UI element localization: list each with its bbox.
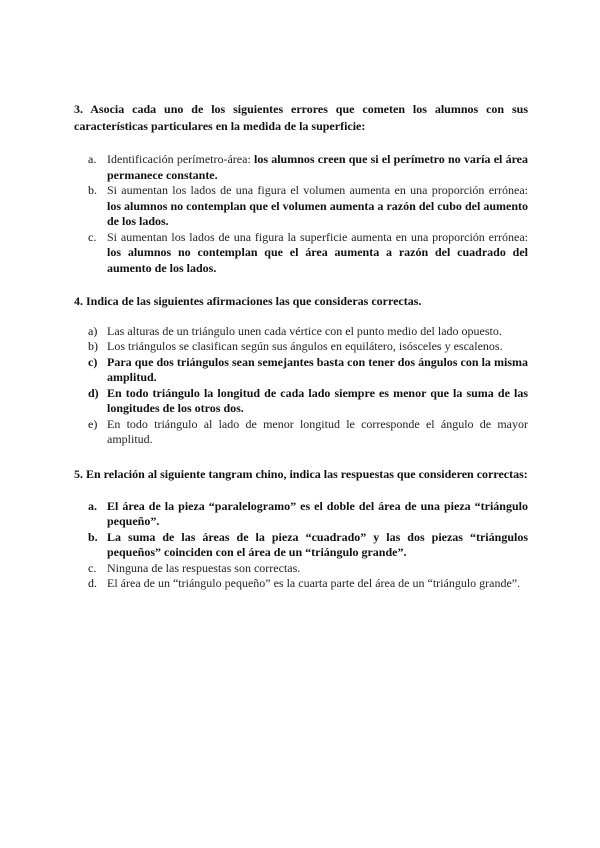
option-answer: los alumnos creen que si el perímetro no varía el área permanece constante. (107, 152, 528, 182)
question-3 (74, 101, 528, 276)
option-marker: a) (88, 323, 98, 338)
option-text: Si aumentan los lados de una figura el volumen aumenta en una proporción errónea: (107, 183, 528, 197)
option-text: Si aumentan los lados de una figura la superficie aumenta en una proporción errónea: (107, 229, 528, 244)
question-5-heading: 5. En relación al siguiente tangram chino, indica las respuestas que consideren correctas: (74, 467, 528, 481)
question-4-option-b (74, 339, 528, 355)
option-answer: En todo triángulo la longitud de cada lado siempre es menor que la suma de las longitudes de los otros dos. (107, 385, 528, 415)
question-4-option-c (74, 355, 528, 386)
question-5 (74, 466, 528, 592)
option-answer: Para que dos triángulos sean semejantes basta con tener dos ángulos con la misma amplitud. (107, 354, 528, 384)
question-5-options (74, 499, 528, 592)
option-text: En todo triángulo al lado de menor longitud le corresponde el ángulo de mayor amplitud. (107, 416, 528, 446)
question-3-option-c (74, 230, 528, 277)
option-answer: El área de la pieza “paralelogramo” es el doble del área de una pieza “triángulo pequeño”. (107, 498, 528, 528)
question-5-option-c (74, 561, 528, 577)
question-4-option-d (74, 386, 528, 417)
option-marker: c) (88, 354, 98, 369)
question-4 (74, 293, 528, 448)
question-4-option-a (74, 324, 528, 340)
option-text: Identificación perímetro-área: (107, 152, 254, 166)
option-text: Los triángulos se clasifican según sus ángulos en equilátero, isósceles y escalenos. (107, 339, 503, 353)
question-4-heading: 4. Indica de las siguientes afirmaciones las que consideras correctas. (74, 294, 422, 308)
question-5-option-b (74, 530, 528, 561)
option-text: Las alturas de un triángulo unen cada vértice con el punto medio del lado opuesto. (107, 323, 502, 338)
question-3-option-a (74, 152, 528, 183)
option-marker: a. (88, 152, 97, 166)
question-5-option-d (74, 576, 528, 592)
option-marker: a. (88, 498, 97, 513)
option-marker: b. (88, 183, 97, 197)
question-4-option-e (74, 417, 528, 448)
option-text: Ninguna de las respuestas son correctas. (107, 560, 301, 575)
option-marker: d. (88, 576, 97, 590)
option-marker: c. (88, 229, 97, 244)
option-text: El área de un “triángulo pequeño” es la cuarta parte del área de un “triángulo grande”. (107, 576, 521, 590)
option-marker: b. (88, 529, 98, 544)
question-3-heading: 3. Asocia cada uno de los siguientes errores que cometen los alumnos con sus características particulares en la medida de la superficie: (74, 102, 528, 133)
option-marker: c. (88, 560, 97, 575)
question-3-options (74, 152, 528, 276)
option-answer: La suma de las áreas de la pieza “cuadrado” y las dos piezas “triángulos pequeños” coinciden con el área de un “triángulo grande”. (107, 529, 528, 559)
question-4-options (74, 324, 528, 448)
option-marker: e) (88, 416, 98, 431)
option-answer: los alumnos no contemplan que el área aumenta a razón del cuadrado del aumento de los lados. (107, 245, 528, 275)
question-3-option-b (74, 183, 528, 230)
option-marker: d) (88, 385, 99, 400)
question-5-option-a (74, 499, 528, 530)
option-marker: b) (88, 339, 98, 353)
option-answer: los alumnos no contemplan que el volumen aumenta a razón del cubo del aumento de los lados. (107, 198, 528, 228)
